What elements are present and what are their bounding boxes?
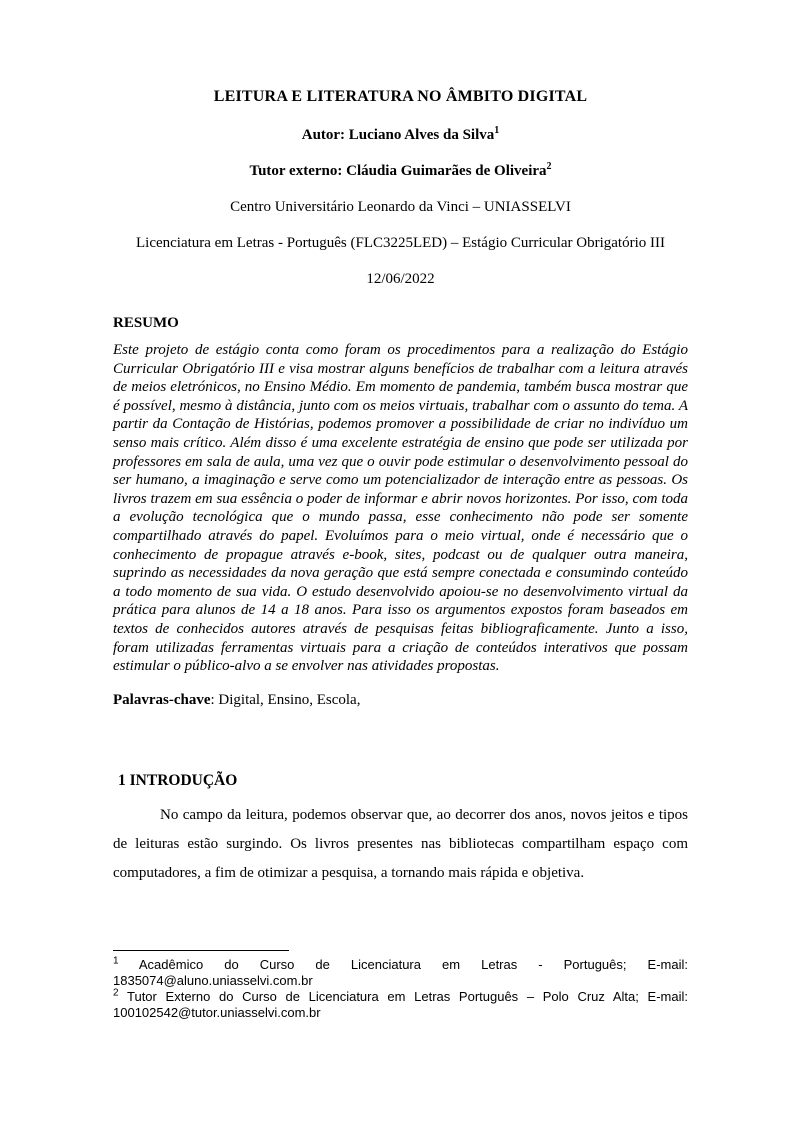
footnote-2-marker: 2 [113, 987, 119, 999]
section-heading-introduction: 1 INTRODUÇÃO [118, 771, 238, 789]
keywords-line [113, 690, 688, 710]
keywords-label: Palavras-chave [113, 691, 211, 708]
footnotes-area [113, 950, 688, 1021]
date-line: 12/06/2022 [366, 271, 435, 287]
author-line [113, 125, 688, 145]
introduction-paragraph: No campo da leitura, podemos observar que, ao decorrer dos anos, novos jeitos e tipos de leituras estão surgindo. Os livros presentes nas bibliotecas compartilham espaço com computadores, a fim de otimizar a pesquisa, a tornando mais rápida e objetiva. [113, 806, 688, 881]
footnote-2-text: Tutor Externo do Curso de Licenciatura em Letras Português – Polo Cruz Alta; E-mail: 100102542@tutor.uniasselvi.com.br [113, 989, 688, 1020]
abstract-heading: RESUMO [113, 315, 179, 331]
paper-title: LEITURA E LITERATURA NO ÂMBITO DIGITAL [213, 88, 588, 105]
tutor-footnote-ref: 2 [546, 161, 552, 172]
tutor-text: Tutor externo: Cláudia Guimarães de Oliveira [249, 163, 547, 179]
footnote-2 [113, 989, 688, 1021]
footnote-1-marker: 1 [113, 955, 119, 967]
course-line: Licenciatura em Letras - Português (FLC3225LED) – Estágio Curricular Obrigatório III [135, 235, 665, 251]
abstract-body: Este projeto de estágio conta como foram os procedimentos para a realização do Estágio Curricular Obrigatório III e visa mostrar alguns benefícios de trabalhar com a leitura através de meios eletrónicos, no Ensino Médio. Em momento de pandemia, também busca mostrar que é possível, mesmo à distância, junto com os meios virtuais, trabalhar com o assunto do tema. A partir da Contação de Histórias, podemos promover a possibilidade de criar no indivíduo um senso mais crítico. Além disso é uma excelente estratégia de ensino que pode ser utilizada por professores em sala de aula, uma vez que o ouvir pode estimular o desenvolvimento pessoal do ser humano, a imaginação e serve como um potencializador de interação entre as pessoas. Os livros trazem em sua essência o poder de informar e abrir novos horizontes. Por isso, com toda a evolução tecnológica que o mundo passa, esse conhecimento não pode ser somente compartilhado através do papel. Evoluímos para o meio virtual, onde é necessário que o conhecimento de propague através e-book, sites, podcast ou de qualquer outra maneira, suprindo as necessidades da nova geração que está sempre conectada e consumindo conteúdo a todo momento de sua vida. O estudo desenvolvido apoiou-se no desenvolvimento virtual da prática para alunos de 14 a 18 anos. Para isso os argumentos expostos foram baseados em textos de conhecidos autores através de pesquisas feitas bibliograficamente. Junto a isso, foram utilizadas ferramentas virtuais para a criação de conteúdos interativos que possam estimular o público-alvo a se envolver nas atividades propostas. [113, 342, 688, 675]
author-footnote-ref: 1 [494, 125, 500, 136]
footnote-separator [113, 950, 289, 951]
footnote-1-text: Acadêmico do Curso de Licenciatura em Letras - Português; E-mail: 1835074@aluno.uniasselvi.com.br [113, 957, 688, 988]
institution-line: Centro Universitário Leonardo da Vinci – UNIASSELVI [230, 199, 571, 215]
author-text: Autor: Luciano Alves da Silva [301, 127, 495, 143]
tutor-line [113, 161, 688, 181]
footnote-1 [113, 957, 688, 989]
keywords-value: : Digital, Ensino, Escola, [210, 691, 361, 708]
